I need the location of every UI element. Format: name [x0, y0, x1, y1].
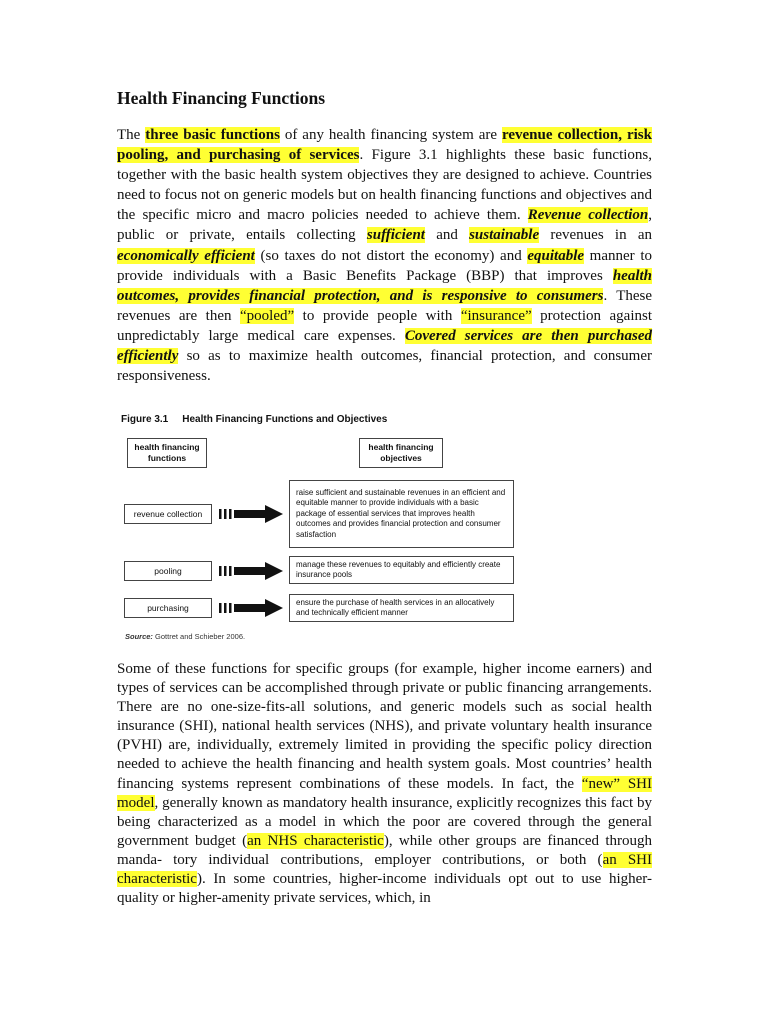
text-run: , public or private, entails collecting — [117, 207, 652, 244]
text-run: protection against unpredictably large medical care expenses. — [117, 307, 652, 344]
functions-header: health financing functions — [127, 438, 207, 468]
text-run: (so taxes do not distort the economy) and — [254, 247, 528, 264]
text-run: ). In some countries, higher-income individuals opt out to use higher-quality or higher-amenity private services, which, in — [117, 871, 652, 907]
function-purchasing: purchasing — [124, 598, 212, 618]
highlight-run: revenue collection, risk pooling, and purchasing of services — [117, 127, 652, 164]
highlight-run: three basic functions — [145, 127, 280, 143]
arrow-icon — [217, 561, 287, 581]
paragraph-1 — [117, 125, 652, 386]
text-run: . Figure 3.1 highlights these basic functions, together with the basic health system objectives they are designed to achieve. Countries need to focus not on generic models but on health financing functions and objectives and the specific micro and macro policies needed to achieve them. — [117, 147, 652, 224]
text-run: of any health financing system are — [279, 127, 502, 143]
function-pooling: pooling — [124, 561, 212, 581]
figure-caption: Health Financing Functions and Objectives — [182, 414, 388, 425]
text-run: and — [424, 227, 470, 244]
function-revenue-collection: revenue collection — [124, 504, 212, 524]
text-run: so as to maximize health outcomes, financial protection, and consumer responsiveness. — [117, 348, 652, 385]
text-run: ), while other groups are financed through manda- tory individual contributions, employer contributions, or both ( — [117, 832, 653, 868]
highlight-run: equitable — [527, 247, 585, 264]
text-run: . These revenues are then — [117, 287, 653, 324]
paragraph-2 — [117, 660, 652, 908]
highlight-run: “insurance” — [460, 307, 532, 324]
text-run: The — [117, 127, 146, 143]
highlight-run: an SHI characteristic — [117, 851, 653, 888]
objective-purchasing: ensure the purchase of health services in an allocatively and technically efficient manner — [289, 594, 514, 622]
text-run: manner to provide individuals with a Basic Benefits Package (BBP) that improves — [117, 247, 652, 284]
objectives-header: health financing objectives — [359, 438, 443, 468]
figure-source — [125, 632, 245, 641]
highlight-run: Covered services are then purchased efficiently — [117, 327, 652, 365]
source-label: Source: — [125, 632, 153, 641]
source-text: Gottret and Schieber 2006. — [152, 632, 246, 641]
arrow-icon — [217, 598, 287, 618]
objective-revenue: raise sufficient and sustainable revenues in an efficient and equitable manner to provide individuals with a basic package of essential services that improves health outcomes and provides financial protection and consumer satisfaction — [289, 480, 514, 548]
figure-3-1 — [117, 410, 537, 650]
highlight-run: health outcomes, provides financial protection, and is responsive to consumers — [117, 267, 652, 304]
highlight-run: “new” SHI model — [117, 775, 652, 811]
highlight-run: sufficient — [366, 227, 425, 244]
text-run: Some of these functions for specific groups (for example, higher income earners) and types of services can be accomplished through private or public financing arrangements. There are no one-size-fits-all solutions, and generic models such as social health insurance (SHI), national health services (NHS), and private voluntary health insurance (PVHI) are, individually, extremely limited in providing the specific policy direction needed to achieve the health financing and health system goals. Most countries’ health financing systems represent combinations of these models. In fact, the — [117, 661, 652, 792]
figure-title — [121, 414, 387, 425]
text-run: revenues in an — [539, 227, 652, 244]
highlight-run: Revenue collection — [527, 207, 649, 224]
objective-pooling: manage these revenues to equitably and efficiently create insurance pools — [289, 556, 514, 584]
highlight-run: economically efficient — [117, 247, 255, 264]
arrow-icon — [217, 504, 287, 524]
figure-number: Figure 3.1 — [121, 414, 169, 425]
text-run: , generally known as mandatory health insurance, explicitly recognizes this fact by being characterized as a model in which the poor are covered through the general government budget ( — [117, 794, 652, 849]
section-heading: Health Financing Functions — [117, 88, 326, 108]
highlight-run: an NHS characteristic — [247, 832, 384, 849]
highlight-run: sustainable — [469, 227, 540, 244]
text-run: to provide people with — [294, 307, 461, 324]
highlight-run: “pooled” — [240, 307, 295, 324]
